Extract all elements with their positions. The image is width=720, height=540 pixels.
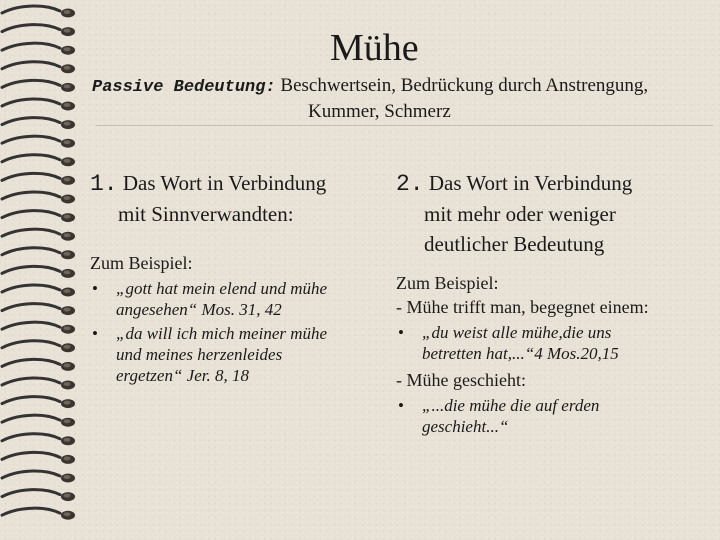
right-dash-line-2: - Mühe geschieht:: [396, 370, 526, 390]
left-bullet-list: [90, 278, 380, 386]
right-column: [396, 168, 696, 437]
bullet-text-line: „gott hat mein elend und mühe: [116, 279, 328, 298]
left-number: 1.: [90, 171, 118, 197]
subtitle-text-line2: Kummer, Schmerz: [308, 101, 451, 122]
binding-ring: [2, 136, 60, 143]
binding-ring: [2, 266, 60, 273]
left-column: [90, 168, 380, 386]
left-heading-line2: mit Sinnverwandten:: [118, 202, 294, 226]
binding-ring: [2, 62, 60, 69]
binding-ring: [2, 490, 60, 497]
right-heading-line1: Das Wort in Verbindung: [428, 171, 633, 195]
right-bullet-list-2: [396, 395, 696, 437]
binding-ring: [2, 359, 60, 366]
subtitle: [92, 74, 702, 124]
binding-ring: [2, 471, 60, 478]
binding-ring: [2, 285, 60, 292]
left-heading-line1: Das Wort in Verbindung: [122, 171, 327, 195]
bullet-marker: •: [398, 323, 404, 342]
list-item: [396, 395, 696, 437]
binding-ring: [2, 341, 60, 348]
binding-ring: [2, 118, 60, 125]
binding-ring: [2, 173, 60, 180]
bullet-text-line: angesehen“ Mos. 31, 42: [116, 300, 282, 319]
binding-ring: [2, 248, 60, 255]
binding-ring: [2, 322, 60, 329]
right-heading-line3: deutlicher Bedeutung: [424, 232, 605, 256]
list-item: [90, 323, 380, 386]
binding-ring: [2, 192, 60, 199]
divider: [96, 125, 713, 126]
binding-ring: [2, 452, 60, 459]
bullet-text-line: geschieht...“: [422, 417, 509, 436]
binding-ring: [2, 229, 60, 236]
bullet-text-line: ergetzen“ Jer. 8, 18: [116, 366, 249, 385]
left-heading: [90, 168, 380, 229]
binding-ring: [2, 397, 60, 404]
binding-ring: [2, 25, 60, 32]
list-item: [396, 322, 696, 364]
bullet-marker: •: [92, 279, 98, 298]
binding-ring: [2, 155, 60, 162]
bullet-text-line: „du weist alle mühe,die uns: [422, 323, 612, 342]
right-heading: [396, 168, 696, 259]
binding-ring: [2, 6, 60, 13]
bullet-text-line: und meines herzenleides: [116, 345, 283, 364]
binding-ring: [2, 99, 60, 106]
bullet-text-line: betretten hat,...“4 Mos.20,15: [422, 344, 619, 363]
right-bullet-list-1: [396, 322, 696, 364]
binding-ring: [2, 378, 60, 385]
binding-ring: [2, 304, 60, 311]
right-dash-line-1: - Mühe trifft man, begegnet einem:: [396, 297, 649, 317]
binding-ring: [2, 434, 60, 441]
bullet-text-line: „...die mühe die auf erden: [422, 396, 600, 415]
bullet-marker: •: [398, 396, 404, 415]
binding-ring: [2, 415, 60, 422]
list-item: [90, 278, 380, 320]
right-example-label: Zum Beispiel:: [396, 273, 499, 293]
subtitle-label: Passive Bedeutung:: [92, 78, 276, 97]
left-example-label: Zum Beispiel:: [90, 253, 193, 273]
bullet-text-line: „da will ich mich meiner mühe: [116, 324, 328, 343]
spiral-binding-icon: [0, 0, 78, 540]
subtitle-text-line1: Beschwertsein, Bedrückung durch Anstrengung,: [280, 75, 649, 96]
binding-ring: [2, 43, 60, 50]
binding-ring: [2, 80, 60, 87]
binding-ring: [2, 211, 60, 218]
page-title: Mühe: [330, 27, 419, 69]
right-heading-line2: mit mehr oder weniger: [424, 202, 616, 226]
bullet-marker: •: [92, 324, 98, 343]
binding-ring: [2, 508, 60, 515]
right-number: 2.: [396, 171, 424, 197]
